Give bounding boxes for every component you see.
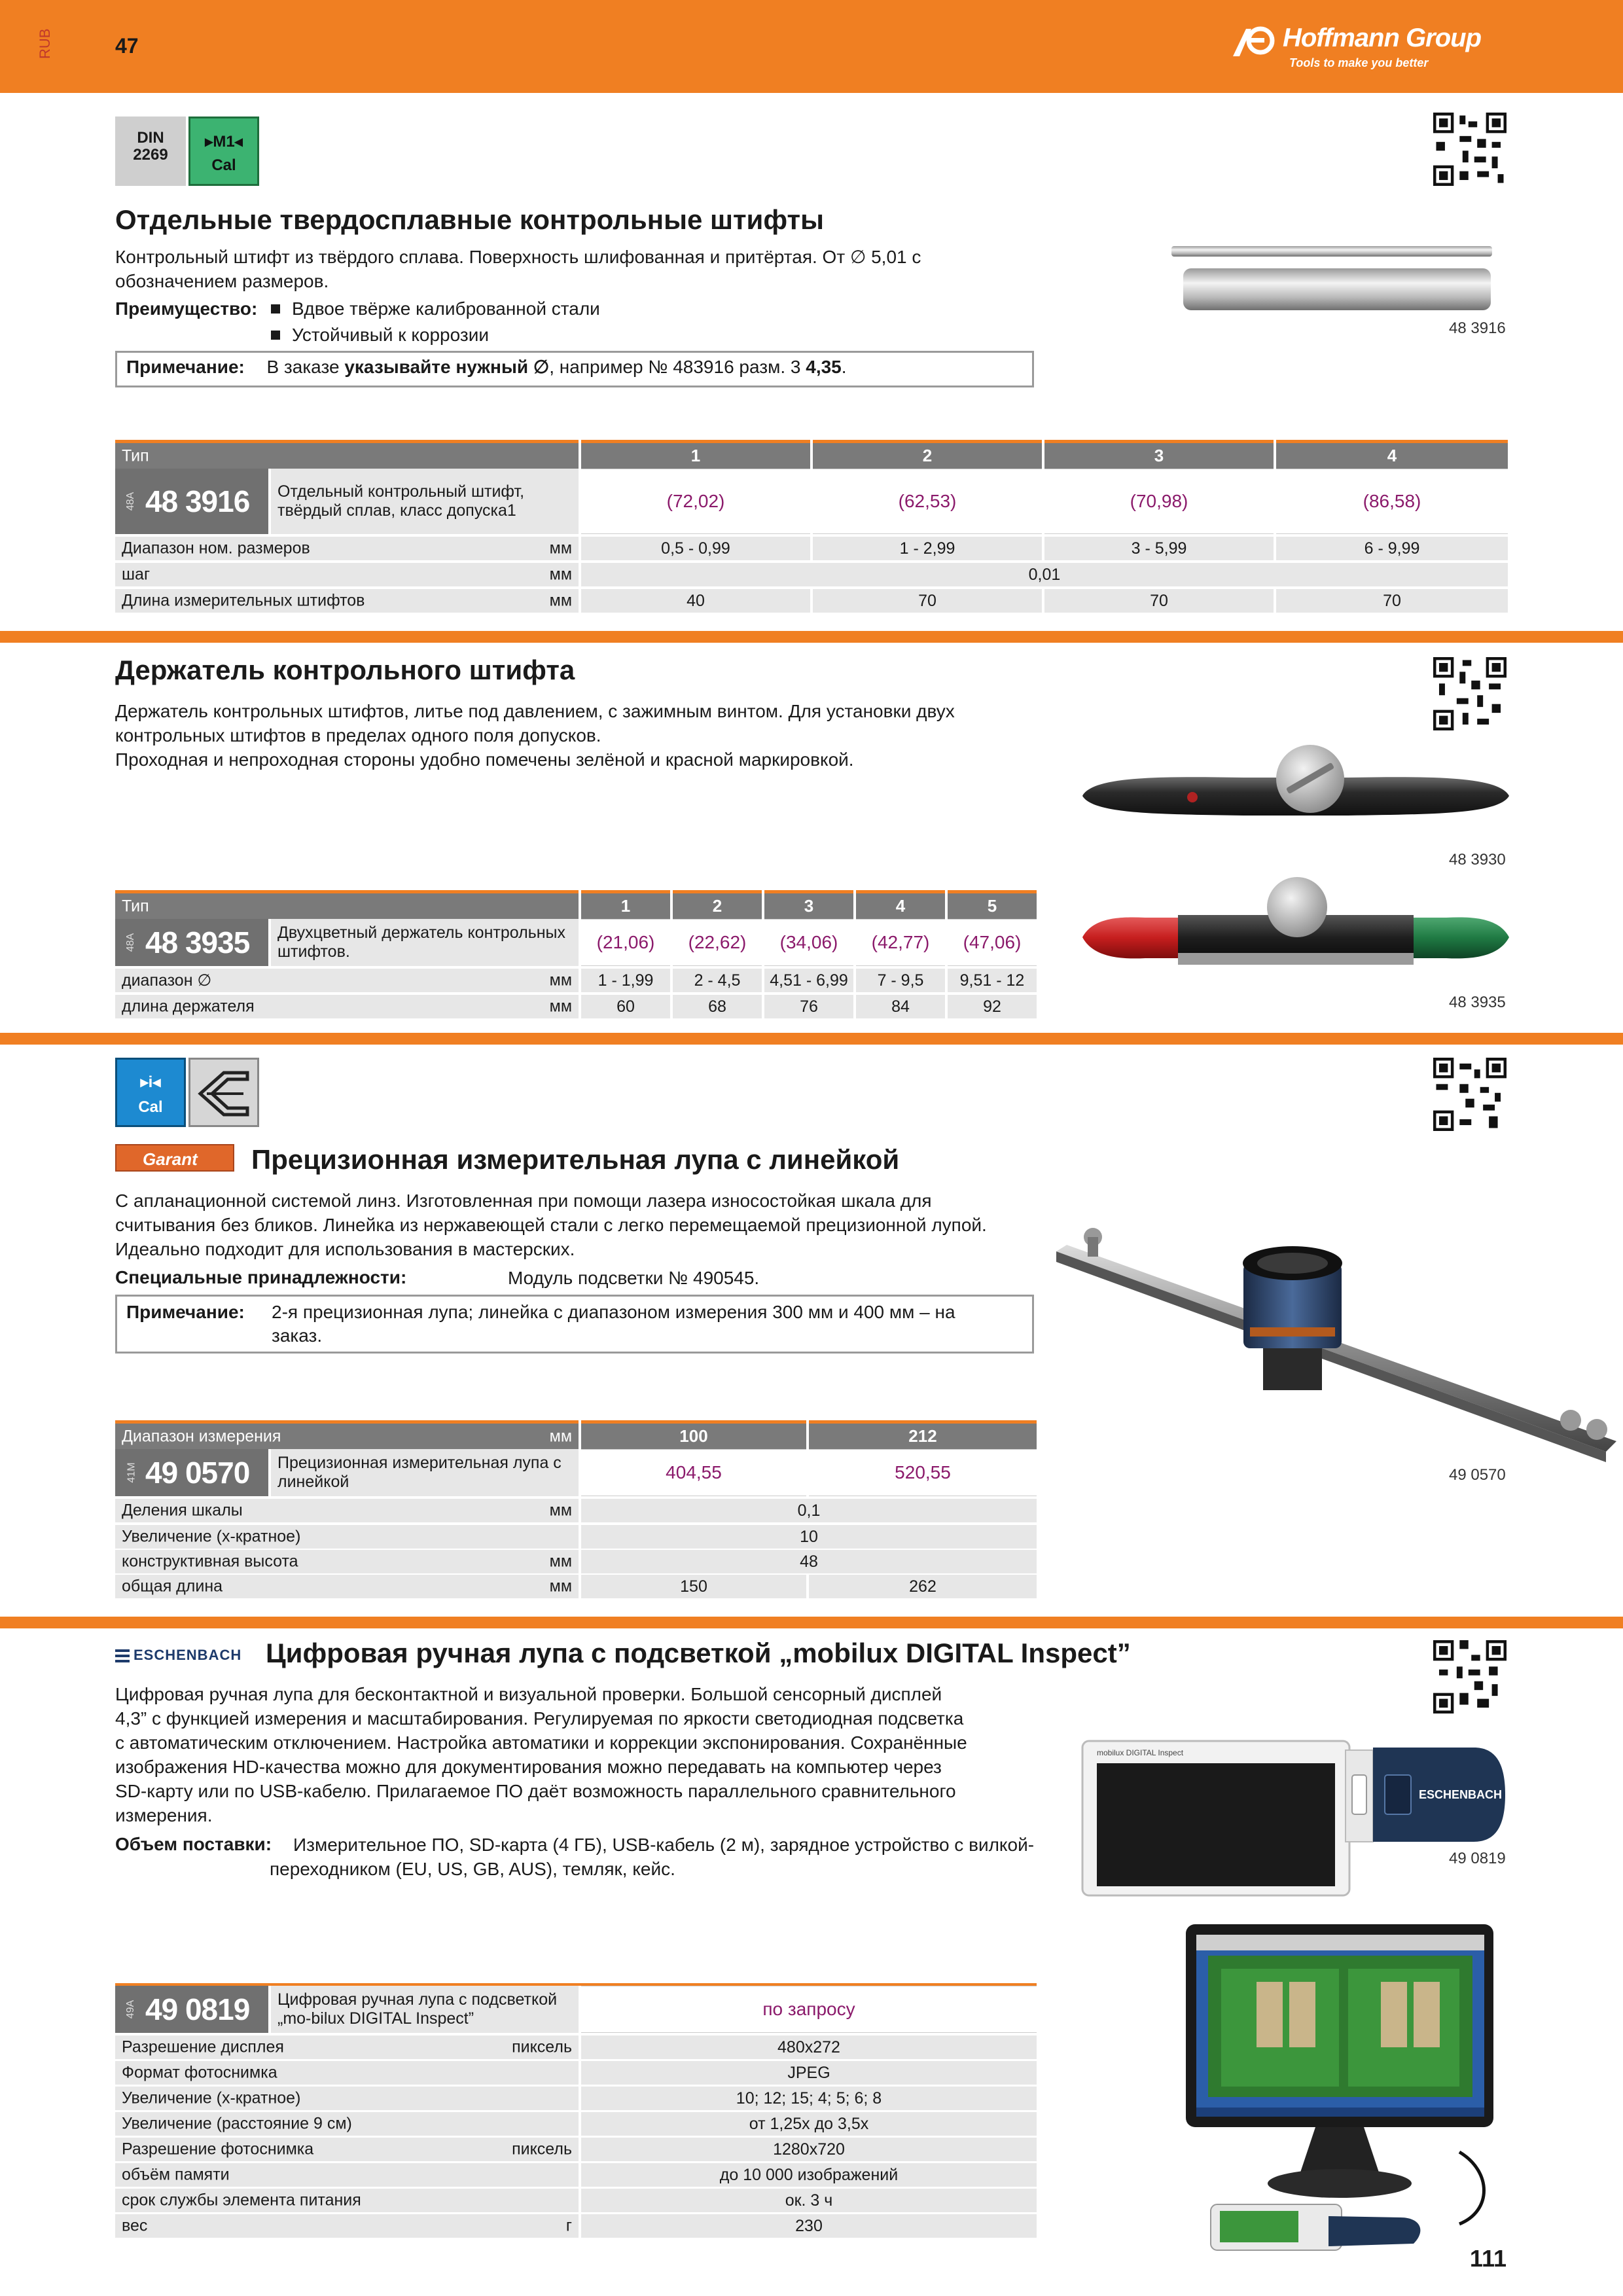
table-col-2: 2: [813, 440, 1042, 469]
price-cell: (86,58): [1276, 469, 1508, 534]
logo-name: Hoffmann Group: [1283, 24, 1482, 52]
table-row: Длина измерительных штифтов мм 40 70 70 70: [115, 589, 1508, 613]
qr-code-icon[interactable]: [1433, 113, 1507, 186]
table-cell: 92: [948, 995, 1037, 1018]
garant-brand-text: Garant: [143, 1149, 198, 1169]
image-caption-483935: 48 3935: [1449, 994, 1506, 1011]
table-row: срок службы элемента питания ок. 3 ч: [115, 2189, 1037, 2212]
price-cell: (72,02): [581, 469, 810, 534]
table-head-label: Тип: [115, 890, 579, 919]
table-cell: 70: [1044, 589, 1274, 613]
section1-desc-line1: Контрольный штифт из твёрдого сплава. Поверхность шлифованная и притёртая. От ∅ 5,01 с: [115, 247, 921, 267]
table-cell: 4,51 - 6,99: [764, 969, 853, 992]
section1-desc-line2: обозначением размеров.: [115, 271, 329, 291]
section4-desc-line6: измерения.: [115, 1805, 213, 1825]
section4-desc-line1: Цифровая ручная лупа для бесконтактной и визуальной проверки. Большой сенсорный дисплей: [115, 1684, 942, 1704]
table-col-4: 4: [856, 890, 945, 919]
table-cell: 1280x720: [581, 2138, 1037, 2161]
section3-title: Прецизионная измерительная лупа с линейкой: [251, 1144, 900, 1175]
table-row: Разрешение дисплея пиксель 480x272: [115, 2036, 1037, 2059]
table-cell: 76: [764, 995, 853, 1018]
article-number[interactable]: 48A 48 3916: [115, 469, 268, 534]
table-row: Формат фотоснимка JPEG: [115, 2061, 1037, 2085]
advantage-item-1: Вдвое твёрже калиброванной стали: [271, 298, 600, 319]
table-col-2: 2: [673, 890, 762, 919]
price-cell: (21,06): [581, 919, 670, 966]
table-cell: до 10 000 изображений: [581, 2163, 1037, 2187]
price-cell: (34,06): [764, 919, 853, 966]
table-cell: 1 - 1,99: [581, 969, 670, 992]
table-cell: 40: [581, 589, 810, 613]
table-head-label: Тип: [115, 440, 579, 469]
advantage-label: Преимущество:: [115, 298, 258, 319]
note-label: Примечание:: [126, 1302, 245, 1322]
table-490819: [115, 1983, 1037, 2242]
article-description: Цифровая ручная лупа с подсветкой „mo-bilux DIGITAL Inspect”: [271, 1986, 579, 2033]
table-cell: 9,51 - 12: [948, 969, 1037, 992]
table-cell: 262: [809, 1575, 1037, 1598]
table-cell: 480x272: [581, 2036, 1037, 2059]
scope-label: Объем поставки:: [115, 1834, 272, 1854]
section4-desc-line5: SD-карту или по USB-кабелю. Прилагаемое ПО даёт возможность параллельного сравнительного: [115, 1781, 956, 1801]
article-number[interactable]: 48A 48 3935: [115, 919, 268, 966]
price-cell: (62,53): [813, 469, 1042, 534]
note-text-bold2: 4,35: [806, 357, 842, 377]
table-cell: 70: [1276, 589, 1508, 613]
table-col-1: 1: [581, 890, 670, 919]
table-cell: 6 - 9,99: [1276, 537, 1508, 560]
table-cell: 150: [581, 1575, 806, 1598]
price-cell: (47,06): [948, 919, 1037, 966]
image-caption-483916: 48 3916: [1449, 319, 1506, 337]
hoffmann-logo[interactable]: [1232, 24, 1507, 76]
table-row: Диапазон ном. размеров мм 0,5 - 0,99 1 - 2,99 3 - 5,99 6 - 9,99: [115, 537, 1508, 560]
table-cell: от 1,25x до 3,5x: [581, 2112, 1037, 2136]
table-col-1: 1: [581, 440, 810, 469]
table-header-row: [115, 890, 1037, 919]
section2-title: Держатель контрольного штифта: [115, 655, 575, 685]
section-divider: [0, 1617, 1623, 1628]
image-caption-490570: 49 0570: [1449, 1466, 1506, 1484]
page-number-left: 47: [115, 34, 139, 58]
table-cell: 68: [673, 995, 762, 1018]
pin-holder-image: [1080, 737, 1512, 844]
table-col-5: 5: [948, 890, 1037, 919]
device-screen-label: mobilux DIGITAL Inspect: [1097, 1748, 1184, 1757]
section2-desc-line3: Проходная и непроходная стороны удобно помечены зелёной и красной маркировкой.: [115, 749, 854, 770]
table-header-row: [115, 440, 1508, 469]
accessory-value: Модуль подсветки № 490545.: [508, 1268, 760, 1288]
section4-desc-line4: изображения HD-качества можно для документирования можно передавать на компьютер через: [115, 1757, 942, 1777]
note-text-pre: В заказе: [266, 357, 345, 377]
article-number[interactable]: 41M 49 0570: [115, 1449, 268, 1496]
table-cell: 0,1: [581, 1499, 1037, 1522]
table-row: длина держателя мм 60 68 76 84 92: [115, 995, 1037, 1018]
table-cell: 48: [581, 1550, 1037, 1573]
section1-note: [115, 351, 1034, 387]
table-col-1: 100: [581, 1420, 806, 1449]
note-text-mid: , например № 483916 разм. 3: [549, 357, 806, 377]
note-text-line1: 2-я прецизионная лупа; линейка с диапазоном измерения 300 мм и 400 мм – на: [272, 1302, 955, 1322]
table-row: Увеличение (x-кратное) 10: [115, 1525, 1037, 1549]
table-cell: 84: [856, 995, 945, 1018]
table-col-2: 212: [809, 1420, 1037, 1449]
table-490570: [115, 1420, 1037, 1598]
i-badge-line1: ▸i◂: [140, 1073, 161, 1091]
digital-magnifier-image: [1081, 1736, 1507, 1899]
price-cell: (70,98): [1044, 469, 1274, 534]
table-product-row[interactable]: [115, 1986, 1037, 2033]
table-col-3: 3: [1044, 440, 1274, 469]
price-cell: (22,62): [673, 919, 762, 966]
din-badge-line1: DIN: [137, 129, 164, 147]
price-cell: 520,55: [809, 1449, 1037, 1496]
table-col-3: 3: [764, 890, 853, 919]
qr-code-icon[interactable]: [1433, 1058, 1507, 1131]
table-head-label: Диапазон измерения мм: [115, 1420, 579, 1449]
note-label: Примечание:: [126, 357, 245, 377]
i-badge-line2: Cal: [138, 1098, 163, 1116]
section4-desc-line3: с автоматическим отключением. Настройка автоматики и коррекции экспонирования. Сохранённые: [115, 1732, 967, 1753]
ruler-icon-badge: [188, 1058, 259, 1127]
table-row: объём памяти до 10 000 изображений: [115, 2163, 1037, 2187]
scope-text-line2: переходником (EU, US, GB, AUS), темляк, кейс.: [270, 1859, 675, 1879]
eschenbach-logo-icon: [115, 1649, 130, 1662]
table-row: общая длина мм 150 262: [115, 1575, 1037, 1598]
table-product-row[interactable]: [115, 919, 1037, 966]
table-row: Разрешение фотоснимка пиксель 1280x720: [115, 2138, 1037, 2161]
page-header: [0, 0, 1623, 93]
article-number[interactable]: 49A 49 0819: [115, 1986, 268, 2033]
eschenbach-brand: ESCHENBACH: [134, 1647, 242, 1663]
section-divider: [0, 1033, 1623, 1045]
table-row: Деления шкалы мм 0,1: [115, 1499, 1037, 1522]
table-cell: 3 - 5,99: [1044, 537, 1274, 560]
section3-desc-line2: считывания без бликов. Линейка из нержавеющей стали с легко перемещаемой прецизионной лупой.: [115, 1215, 987, 1235]
note-text-line2: заказ.: [272, 1325, 323, 1346]
table-product-row[interactable]: [115, 469, 1508, 534]
table-cell: 60: [581, 995, 670, 1018]
table-cell: 7 - 9,5: [856, 969, 945, 992]
m1-cal-badge: [188, 117, 259, 186]
m1-badge-line1: ▸M1◂: [205, 133, 243, 151]
qr-code-icon[interactable]: [1433, 1640, 1507, 1713]
image-caption-490819: 49 0819: [1449, 1850, 1506, 1867]
i-cal-badge: [115, 1058, 186, 1127]
table-cell: 0,5 - 0,99: [581, 537, 810, 560]
table-row: диапазон ∅ мм 1 - 1,99 2 - 4,5 4,51 - 6,99 7 - 9,5 9,51 - 12: [115, 969, 1037, 992]
garant-brand-logo: [115, 1144, 234, 1172]
note-text-end: .: [841, 357, 847, 377]
scope-text-line1: Измерительное ПО, SD-карта (4 ГБ), USB-кабель (2 м), зарядное устройство с вилкой-: [293, 1835, 1035, 1855]
section1-title: Отдельные твердосплавные контрольные штифты: [115, 204, 824, 235]
table-483916: [115, 440, 1508, 615]
table-cell: ок. 3 ч: [581, 2189, 1037, 2212]
table-product-row[interactable]: [115, 1449, 1037, 1496]
table-row: вес г 230: [115, 2214, 1037, 2238]
device-brand-label: ESCHENBACH: [1419, 1788, 1503, 1801]
section4-title: Цифровая ручная лупа с подсветкой „mobilux DIGITAL Inspect”: [266, 1638, 1131, 1668]
magnifier-ruler-image: [1054, 1211, 1623, 1473]
table-483935: [115, 890, 1037, 1018]
price-cell: по запросу: [581, 1986, 1037, 2033]
accessory-label: Специальные принадлежности:: [115, 1267, 407, 1287]
section-divider: [0, 631, 1623, 643]
table-cell: 2 - 4,5: [673, 969, 762, 992]
din-badge-line2: 2269: [133, 146, 168, 164]
monitor-setup-image: [1185, 1923, 1505, 2263]
article-description: Прецизионная измерительная лупа с линейкой: [271, 1449, 579, 1496]
din-badge: [115, 117, 186, 186]
table-header-row: [115, 1420, 1037, 1449]
advantage-item-2: Устойчивый к коррозии: [271, 325, 489, 346]
table-row: Увеличение (x-кратное) 10; 12; 15; 4; 5; 6; 8: [115, 2087, 1037, 2110]
image-caption-483930: 48 3930: [1449, 851, 1506, 869]
table-cell: 10: [581, 1525, 1037, 1549]
section4-desc-line2: 4,3” с функцией измерения и масштабирования. Регулируемая по яркости светодиодная подсветка: [115, 1708, 964, 1729]
two-color-holder-image: [1080, 874, 1512, 982]
section3-desc-line1: С апланационной системой линз. Изготовленная при помощи лазера износостойкая шкала для: [115, 1191, 932, 1211]
side-label: RUB: [37, 28, 53, 59]
table-row: шаг мм 0,01: [115, 563, 1508, 586]
carbide-pin-image: [1165, 238, 1499, 317]
price-cell: (42,77): [856, 919, 945, 966]
page-number-right: 111: [1469, 2245, 1507, 2272]
price-cell: 404,55: [581, 1449, 806, 1496]
article-description: Двухцветный держатель контрольных штифтов.: [271, 919, 579, 966]
table-row: конструктивная высота мм 48: [115, 1550, 1037, 1573]
hoffmann-logo-icon: [1232, 24, 1281, 59]
table-row: Увеличение (расстояние 9 см) от 1,25x до 3,5x: [115, 2112, 1037, 2136]
table-cell: 230: [581, 2214, 1037, 2238]
section2-desc-line2: контрольных штифтов в пределах одного поля допусков.: [115, 725, 601, 745]
section2-desc-line1: Держатель контрольных штифтов, литье под давлением, с зажимным винтом. Для установки двух: [115, 701, 955, 721]
article-description: Отдельный контрольный штифт, твёрдый сплав, класс допуска1: [271, 469, 579, 534]
logo-tagline: Tools to make you better: [1289, 56, 1429, 69]
table-cell: 1 - 2,99: [813, 537, 1042, 560]
table-col-4: 4: [1276, 440, 1508, 469]
m1-badge-line2: Cal: [211, 156, 236, 174]
note-text-bold: указывайте нужный ∅: [344, 357, 550, 377]
table-cell: JPEG: [581, 2061, 1037, 2085]
table-cell: 70: [813, 589, 1042, 613]
ruler-lens-icon: [190, 1060, 257, 1125]
table-cell: 10; 12; 15; 4; 5; 6; 8: [581, 2087, 1037, 2110]
qr-code-icon[interactable]: [1433, 657, 1507, 730]
table-cell: 0,01: [581, 563, 1508, 586]
section3-desc-line3: Идеально подходит для использования в мастерских.: [115, 1239, 575, 1259]
section3-note: [115, 1295, 1034, 1354]
